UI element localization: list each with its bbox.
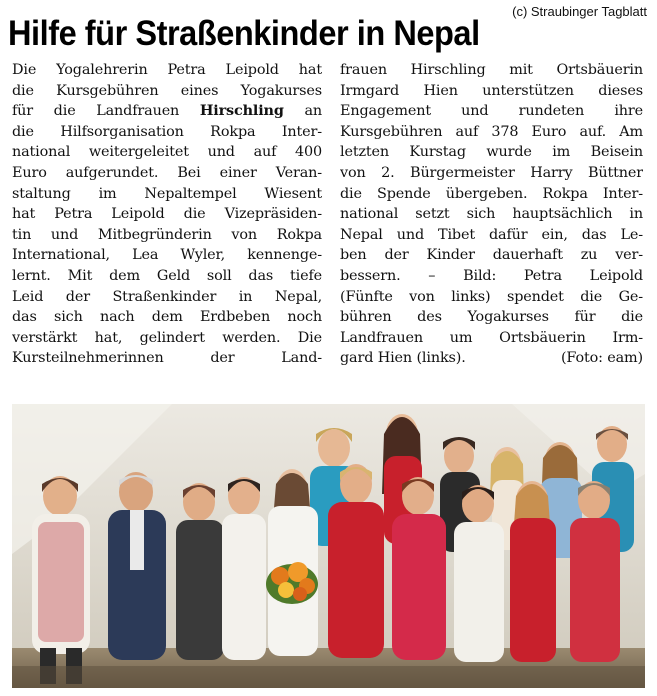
- text-line: frauen Hirschling mit Ortsbäuerin: [340, 62, 643, 78]
- text-line: bessern. – Bild: Petra Leipold: [340, 267, 643, 284]
- text-line: Irmgard Hien unterstützen dieses: [340, 82, 643, 99]
- text-line: Landfrauen um Ortsbäuerin Irm-: [340, 329, 643, 346]
- text-line: Kursgebühren auf 378 Euro auf. Am: [340, 123, 643, 140]
- text-line: verstärkt hat, gelindert werden. Die: [12, 329, 322, 346]
- text-line: das sich nach dem Erdbeben noch: [12, 309, 322, 326]
- text-line: tin und Mitbegründerin von Rokpa: [12, 226, 322, 243]
- bold-place-name: Hirschling: [199, 102, 284, 120]
- text-line: International, Lea Wyler, kennenge-: [12, 247, 322, 264]
- text-line: national weitergeleitet und auf 400: [12, 144, 322, 161]
- text-line: national setzt sich hauptsächlich in: [340, 206, 643, 223]
- article-column-left: [12, 60, 322, 369]
- text-line: von 2. Bürgermeister Harry Büttner: [340, 164, 643, 181]
- text-line: Kursteilnehmerinnen der Land-: [12, 350, 322, 367]
- text-line: die Hilfsorganisation Rokpa Inter-: [12, 123, 322, 140]
- text-line: (Fünfte von links) spendet die Ge-: [340, 288, 643, 305]
- text-line: [340, 348, 643, 369]
- text-line: ben der Kinder dauerhaft zu ver-: [340, 247, 643, 264]
- text-line: die Kursgebühren eines Yogakurses: [12, 82, 322, 99]
- text-line: lernt. Mit dem Geld soll das tiefe: [12, 267, 322, 284]
- text-line: Engagement und rundeten ihre: [340, 103, 643, 120]
- text-line: Nepal und Tibet dafür ein, das Le-: [340, 226, 643, 243]
- text-line: für die Landfrauen Hirschling an: [12, 102, 322, 120]
- text-line: bühren des Yogakurses für die: [340, 309, 643, 326]
- text-line: Die Yogalehrerin Petra Leipold hat: [12, 62, 322, 78]
- text-line: die Spende übergeben. Rokpa Inter-: [340, 185, 643, 202]
- source-credit: (c) Straubinger Tagblatt: [512, 4, 647, 19]
- text-line: Leid der Straßenkinder in Nepal,: [12, 288, 322, 305]
- photo-credit: (Foto: eam): [560, 350, 643, 367]
- text-line: letzten Kurstag wurde im Beisein: [340, 144, 643, 161]
- text-line: hat Petra Leipold die Vizepräsiden-: [12, 206, 322, 223]
- text-line: staltung im Nepaltempel Wiesent: [12, 185, 322, 202]
- group-photo: [12, 404, 645, 688]
- text-line: Euro aufgerundet. Bei einer Veran-: [12, 164, 322, 181]
- group-photo-illustration: [12, 404, 645, 688]
- article-headline: Hilfe für Straßenkinder in Nepal: [8, 14, 480, 53]
- article-column-right: [340, 60, 643, 369]
- caption-end: gard Hien (links).: [340, 350, 466, 367]
